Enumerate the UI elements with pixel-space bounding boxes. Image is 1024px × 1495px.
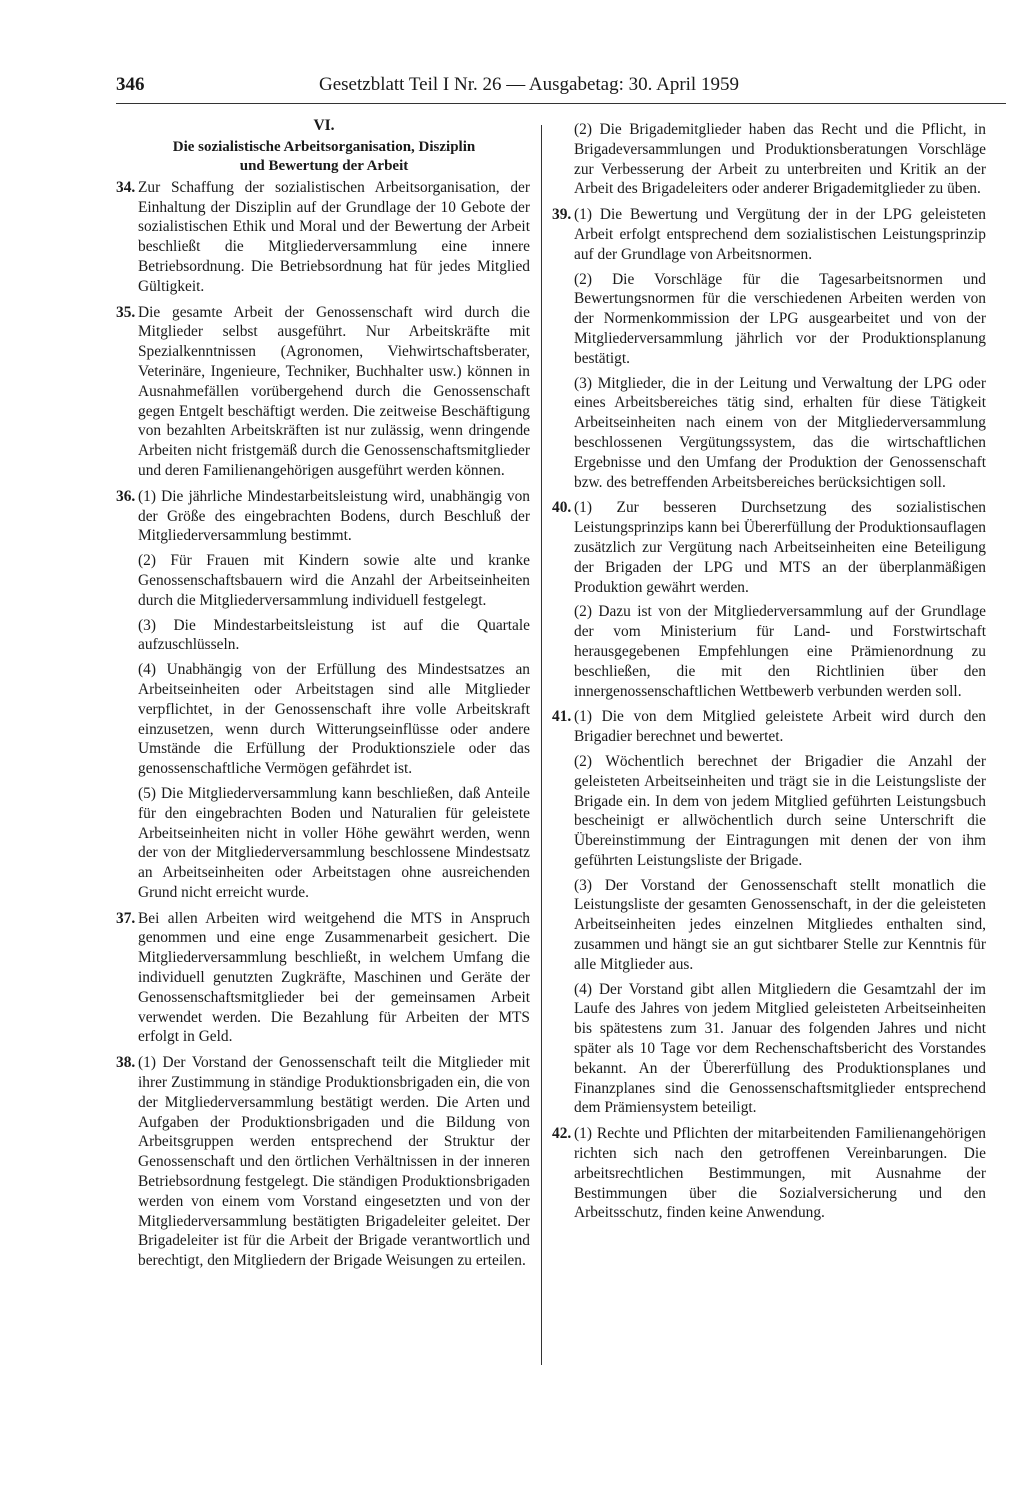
- left-column: [118, 116, 530, 1277]
- paragraph-number: 39.: [552, 206, 572, 224]
- paragraph-42: [554, 1124, 986, 1223]
- paragraph-35: [118, 303, 530, 481]
- paragraph-number: 41.: [552, 708, 572, 726]
- paragraph-text: Zur Schaffung der sozialistischen Arbeitsorganisation, der Einhaltung der Disziplin auf der Grundlage der 10 Gebote der sozialistischen Ethik und Moral und der Bewertung der Arbeit beschließt die Mitgliederversammlung eine innere Betriebsordnung. Die Betriebsordnung hat für jedes Mitglied Gültigkeit.: [138, 178, 530, 295]
- subparagraph: (3) Die Mindestarbeitsleistung ist auf die Quartale aufzuschlüsseln.: [138, 616, 530, 654]
- section-title-line: und Bewertung der Arbeit: [239, 157, 409, 174]
- subparagraph: (2) Dazu ist von der Mitgliederversammlung auf der Grundlage der vom Ministerium für Land- und Forstwirtschaft herausgegebenen Empfehlungen eine Prämienordnung zu beschließen, die mit den Richtlinien über den innergenossenschaftlichen Wettbewerb verbunden werden soll.: [574, 603, 986, 700]
- paragraph-text: Bei allen Arbeiten wird weitgehend die MTS in Anspruch genommen und eine enge Zusammenarbeit gesichert. Die Mitgliederversammlung beschließt, in welchem Umfang die individuell genutzten Zugkräfte, Maschinen und Geräte der Genossenschaftsmitglieder bei der gemeinsamen Arbeit verwendet werden. Die Bezahlung für Arbeiten der MTS erfolgt in Geld.: [138, 909, 530, 1046]
- paragraph-36: [118, 487, 530, 903]
- subparagraph: (1) Rechte und Pflichten der mitarbeitenden Familienangehörigen richten sich nach den getroffenen Vereinbarungen. Die arbeitsrechtlichen Bestimmungen, mit Ausnahme der Bestimmungen über die Sozialversicherung und den Arbeitsschutz, finden keine Anwendung.: [574, 1125, 986, 1222]
- paragraph-39: [554, 205, 986, 492]
- paragraph-40: [554, 498, 986, 701]
- paragraph-number: 37.: [116, 909, 136, 927]
- paragraph-41: [554, 707, 986, 1118]
- subparagraph: (2) Für Frauen mit Kindern sowie alte und kranke Genossenschaftsbauern wird die Anzahl der Arbeitseinheiten durch die Mitgliederversammlung individuell festgelegt.: [138, 552, 530, 609]
- subparagraph: (4) Der Vorstand gibt allen Mitgliedern die Gesamtzahl der im Laufe des Jahres von jedem Mitglied geleisteten Arbeitseinheiten bis spätestens zum 31. Januar des folgenden Jahres und nicht später als 10 Tage vor dem Rechenschaftsbericht des Vorstandes bekannt. An der Übererfüllung des Produktionsplanes und Finanzplanes sind die Genossenschaftsmitglieder entsprechend dem Prämiensystem beteiligt.: [574, 980, 986, 1117]
- subparagraph: (2) Wöchentlich berechnet der Brigadier die Anzahl der geleisteten Arbeitseinheiten und trägt sie in die Leistungsliste der Brigade ein. In dem von jedem Mitglied geführten Leistungsbuch bescheinigt er allwöchentlich durch seine Unterschrift die Übereinstimmung der Eintragungen mit denen der von ihm geführten Leistungsliste der Brigade.: [574, 752, 986, 869]
- paragraph-number: 40.: [552, 499, 572, 517]
- paragraph-number: 42.: [552, 1125, 572, 1143]
- paragraph-34: [118, 178, 530, 297]
- paragraph-number: 38.: [116, 1054, 136, 1072]
- section-number: VI.: [313, 117, 335, 134]
- paragraph-number: 34.: [116, 178, 136, 196]
- subparagraph: (1) Der Vorstand der Genossenschaft teilt die Mitglieder mit ihrer Zustimmung in ständige Produktionsbrigaden ein, die von der Mitgliederversammlung bestätigt werden. Die Arten und Aufgaben der Produktionsbrigaden und die Bildung von Arbeitsgruppen werden entsprechend der Struktur der Genossenschaft und den örtlichen Verhältnissen in der inneren Betriebsordnung festgelegt. Die ständigen Produktionsbrigaden werden von einem vom Vorstand eingesetzten und von der Mitgliederversammlung bestätigten Brigadeleiter geleitet. Der Brigadeleiter ist für die Arbeit der Brigade verantwortlich und berechtigt, den Mitgliedern der Brigade Weisungen zu erteilen.: [138, 1054, 530, 1270]
- page-number: 346: [116, 74, 145, 95]
- subparagraph: (4) Unabhängig von der Erfüllung des Mindestsatzes an Arbeitseinheiten oder Arbeitstagen sind alle Mitglieder verpflichtet, in der Genossenschaft ihre volle Arbeitskraft einzusetzen, wenn durch Witterungseinflüsse oder andere Umstände die Erfüllung der Produktionsziele oder das genossenschaftliche Vermögen gefährdet ist.: [138, 661, 530, 778]
- subparagraph: (1) Zur besseren Durchsetzung des sozialistischen Leistungsprinzips kann bei Übererfüllung der Produktionsauflagen zusätzlich zur Vergütung nach Arbeitseinheiten eine Beteiligung der Brigaden der LPG und MTS an der überplanmäßigen Produktion gewährt werden.: [574, 499, 986, 596]
- subparagraph: (3) Mitglieder, die in der Leitung und Verwaltung der LPG oder eines Arbeitsbereiches tätig sind, erhalten für diese Tätigkeit Arbeitseinheiten nach einem von der Mitgliederversammlung beschlossenen Vergütungssystem, das die wirtschaftlichen Ergebnisse und den Umfang der Produktion der Genossenschaft bzw. des betreffenden Arbeitsbereiches berücksichtigen soll.: [574, 374, 986, 491]
- column-divider: [541, 125, 542, 1365]
- subparagraph: (5) Die Mitgliederversammlung kann beschließen, daß Anteile für den eingebrachten Boden und Naturalien für geleistete Arbeitseinheiten nicht in voller Höhe gewährt werden, wenn der von der Mitgliederversammlung beschlossene Mindestsatz an Arbeitseinheiten oder Arbeitstagen ohne ausreichenden Grund nicht erreicht wurde.: [138, 784, 530, 901]
- paragraph-text: Die gesamte Arbeit der Genossenschaft wird durch die Mitglieder selbst ausgeführt. Nur Arbeitskräfte mit Spezialkenntnissen (Agronomen, Viehwirtschaftsberater, Veterinäre, Ingenieure, Techniker, Buchhalter usw.) können in Ausnahmefällen vorübergehend durch die Genossenschaft gegen Entgelt beschäftigt werden. Die zeitweise Beschäftigung von bezahlten Arbeitskräften ist nur zulässig, wenn dringende Arbeiten nicht fristgemäß durch die Genossenschaftsmitglieder und deren Familienangehörigen ausgeführt werden können.: [138, 303, 530, 479]
- section-title: [118, 138, 530, 176]
- running-title: Gesetzblatt Teil I Nr. 26 — Ausgabetag: 30. April 1959: [319, 74, 739, 95]
- section-title-line: Die sozialistische Arbeitsorganisation, Disziplin: [172, 138, 476, 155]
- paragraph-number: 35.: [116, 303, 136, 321]
- subparagraph: (3) Der Vorstand der Genossenschaft stellt monatlich die Leistungsliste der gesamten Genossenschaft, in der die geleisteten Arbeitseinheiten jedes einzelnen Mitgliedes enthalten sind, zusammen und hängt sie an gut sichtbarer Stelle zur Kenntnis für alle Mitglieder aus.: [574, 876, 986, 973]
- subparagraph: (2) Die Brigademitglieder haben das Recht und die Pflicht, in Brigadeversammlungen und Produktionsberatungen Vorschläge zur Verbesserung der Arbeit zu unterbreiten und Kritik an der Arbeit des Brigadeleiters oder anderer Brigademitglieder zu üben.: [574, 121, 986, 198]
- paragraph-38: [118, 1053, 530, 1271]
- subparagraph: (2) Die Vorschläge für die Tagesarbeitsnormen und Bewertungsnormen für die verschiedenen Arbeiten werden von der Normenkommission der LPG ausgearbeitet und von der Mitgliederversammlung jährlich vor der Produktionsplanung bestätigt.: [574, 270, 986, 367]
- subparagraph: (1) Die jährliche Mindestarbeitsleistung wird, unabhängig von der Größe des eingebrachten Bodens, durch Beschluß der Mitgliederversammlung bestimmt.: [138, 487, 530, 545]
- header-rule: [116, 103, 1006, 104]
- right-column: [554, 120, 986, 1229]
- paragraph-number: 36.: [116, 487, 136, 505]
- page-header: [116, 74, 778, 104]
- paragraph-37: [118, 909, 530, 1048]
- subparagraph: (1) Die von dem Mitglied geleistete Arbeit wird durch den Brigadier berechnet und bewertet.: [574, 708, 986, 746]
- subparagraph: (1) Die Bewertung und Vergütung der in der LPG geleisteten Arbeit erfolgt entsprechend dem sozialistischen Leistungsprinzip auf der Grundlage von Arbeitsnormen.: [574, 206, 986, 263]
